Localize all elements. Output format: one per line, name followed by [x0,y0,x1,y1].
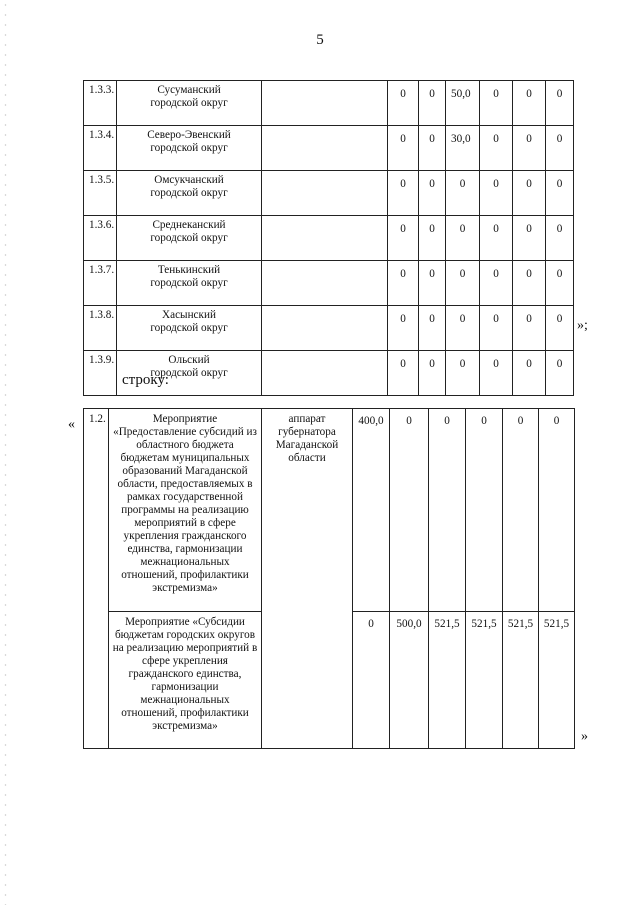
measure-description: Мероприятие «Субсидии бюджетам городских округов на реализацию мероприятий в сфере укрепления гражданского единства, гармонизации межнациональных отношений, профилактики экстремизма» [109,612,262,749]
row-number: 1.2. [84,409,109,749]
district-name-line1: Хасынский [162,309,216,321]
district-name [117,126,262,171]
closing-quote-semicolon: »; [577,318,588,333]
district-name-line1: Ольский [168,354,210,366]
empty-cell [262,306,388,351]
district-name-line1: Тенькинский [157,264,221,276]
value-cell: 0 [480,216,513,261]
empty-cell [262,126,388,171]
district-name-line2: городской округ [150,187,228,199]
value-cell: 0 [419,306,446,351]
value-cell: 0 [513,306,546,351]
value-cell: 0 [388,171,419,216]
value-cell: 0 [480,126,513,171]
district-name-line1: Омсукчанский [154,174,224,186]
value-cell: 0 [513,171,546,216]
value-cell: 0 [353,612,390,749]
empty-cell [262,351,388,396]
value-cell: 521,5 [539,612,575,749]
district-name-line2: городской округ [150,322,228,334]
value-cell: 0 [446,261,480,306]
value-cell: 0 [546,126,574,171]
value-cell: 521,5 [466,612,503,749]
value-cell: 0 [388,351,419,396]
district-name-line1: Среднеканский [152,219,226,231]
measure-description: Мероприятие «Предоставление субсидий из областного бюджета бюджетам муниципальных образований Магаданской области, предоставляемых в рамках государственной программы на реализацию мероприятий в сфере укрепления гражданского единства, гармонизации межнациональных отношений, профилактики экстремизма» [109,409,262,612]
district-row [84,216,574,261]
value-cell: 0 [513,126,546,171]
section-heading: строку: [122,372,169,388]
district-name [117,306,262,351]
opening-quote: « [68,417,75,432]
empty-cell [262,171,388,216]
district-row [84,81,574,126]
value-cell: 0 [419,351,446,396]
row-number: 1.3.9. [84,351,117,396]
value-cell: 0 [446,306,480,351]
district-name-line2: городской округ [150,142,228,154]
district-row [84,171,574,216]
row-number: 1.3.7. [84,261,117,306]
closing-quote: » [581,729,588,744]
value-cell: 0 [480,81,513,126]
value-cell: 0 [446,216,480,261]
value-cell: 0 [388,261,419,306]
measure-row-1-2 [84,409,575,612]
value-cell: 0 [466,409,503,612]
value-cell: 400,0 [353,409,390,612]
value-cell: 521,5 [429,612,466,749]
empty-cell [262,261,388,306]
value-cell: 0 [480,306,513,351]
value-cell: 0 [513,81,546,126]
row-number: 1.3.8. [84,306,117,351]
value-cell: 0 [546,81,574,126]
executor-cell: аппарат губернатора Магаданской области [262,409,353,749]
district-name-line2: городской округ [150,97,228,109]
value-cell: 0 [419,216,446,261]
value-cell: 0 [419,171,446,216]
district-name-line2: городской округ [150,232,228,244]
district-name [117,171,262,216]
empty-cell [262,81,388,126]
page-number: 5 [316,32,324,48]
value-cell: 0 [513,216,546,261]
district-row [84,126,574,171]
value-cell: 0 [480,351,513,396]
empty-cell [262,216,388,261]
value-cell: 0 [513,351,546,396]
value-cell: 0 [446,171,480,216]
row-number: 1.3.6. [84,216,117,261]
value-cell: 0 [388,216,419,261]
row-number: 1.3.5. [84,171,117,216]
value-cell: 0 [513,261,546,306]
district-name-line1: Сусуманский [157,84,221,96]
scan-edge-dots [4,0,7,905]
value-cell: 0 [388,306,419,351]
value-cell: 0 [480,171,513,216]
row-number: 1.3.3. [84,81,117,126]
value-cell: 0 [546,171,574,216]
value-cell: 0 [503,409,539,612]
row-number: 1.3.4. [84,126,117,171]
value-cell: 0 [546,306,574,351]
district-name-line2: городской округ [150,367,228,379]
district-name [117,216,262,261]
municipal-allocation-table [83,80,574,396]
value-cell: 0 [446,351,480,396]
value-cell: 50,0 [446,81,480,126]
value-cell: 0 [419,81,446,126]
value-cell: 0 [388,126,419,171]
value-cell: 0 [419,261,446,306]
district-name [117,81,262,126]
value-cell: 0 [546,261,574,306]
value-cell: 500,0 [390,612,429,749]
value-cell: 521,5 [503,612,539,749]
district-name [117,261,262,306]
value-cell: 0 [419,126,446,171]
district-row [84,261,574,306]
value-cell: 30,0 [446,126,480,171]
value-cell: 0 [480,261,513,306]
value-cell: 0 [388,81,419,126]
value-cell: 0 [429,409,466,612]
district-row [84,306,574,351]
value-cell: 0 [390,409,429,612]
district-name-line2: городской округ [150,277,228,289]
measure-table [83,408,575,749]
value-cell: 0 [539,409,575,612]
district-name-line1: Северо-Эвенский [147,129,231,141]
value-cell: 0 [546,216,574,261]
value-cell: 0 [546,351,574,396]
